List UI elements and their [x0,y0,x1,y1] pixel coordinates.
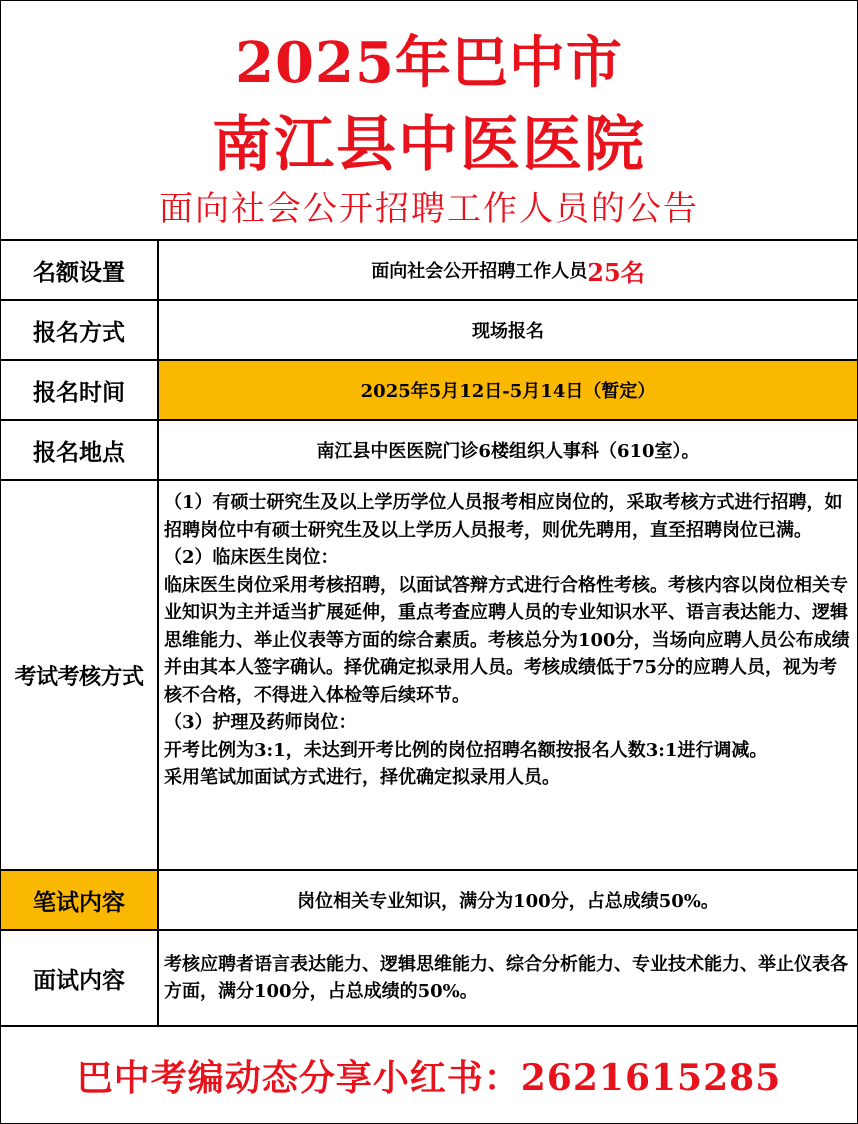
method-value: 现场报名 [472,321,544,342]
exam-paragraph-3: 临床医生岗位采用考核招聘，以面试答辩方式进行合格性考核。考核内容以岗位相关专业知识为主并适当扩展延伸，重点考查应聘人员的专业知识水平、语言表达能力、逻辑思维能力、举止仪表等方面的综合素质。考核总分为100分，当场向应聘人员公布成绩并由其本人签字确认。择优确定拟录用人员。考核成绩低于75分的应聘人员，视为考核不合格，不得进入体检等后续环节。 [164,574,850,706]
exam-paragraph-1: （1）有硕士研究生及以上学历学位人员报考相应岗位的，采取考核方式进行招聘，如招聘岗位中有硕士研究生及以上学历人员报考，则优先聘用，直至招聘岗位已满。 [164,492,843,541]
footer-contact: 巴中考编动态分享小红书：2621615285 [76,1056,782,1099]
time-value: 2025年5月12日-5月14日（暂定） [159,361,857,419]
row-location [1,421,857,481]
row-written [1,871,857,931]
written-label: 笔试内容 [1,871,159,929]
row-time [1,361,857,421]
exam-paragraph-6: 采用笔试加面试方式进行，择优确定拟录用人员。 [164,767,560,788]
method-label: 报名方式 [1,301,159,359]
exam-value [159,481,857,869]
row-method [1,301,857,361]
location-label: 报名地点 [1,421,159,479]
title-year-city: 2025年巴中市 [235,30,623,96]
interview-value [159,931,857,1025]
title-hospital: 南江县中医医院 [212,110,646,180]
interview-text: 考核应聘者语言表达能力、逻辑思维能力、综合分析能力、专业技术能力、举止仪表各方面，满分100分，占总成绩的50%。 [164,953,848,1002]
row-interview [1,931,857,1027]
interview-label: 面试内容 [1,931,159,1025]
exam-paragraph-5: 开考比例为3:1，未达到开考比例的岗位招聘名额按报名人数3:1进行调减。 [164,739,768,761]
quota-count: 25名 [587,257,645,287]
location-value: 南江县中医医院门诊6楼组织人事科（610室）。 [316,441,700,462]
written-value: 岗位相关专业知识，满分为100分，占总成绩50%。 [297,891,719,912]
exam-paragraph-2: （2）临床医生岗位： [164,547,339,568]
quota-label: 名额设置 [1,241,159,299]
title-subtitle: 面向社会公开招聘工作人员的公告 [159,189,699,229]
exam-label: 考试考核方式 [1,481,159,869]
quota-value [159,241,857,299]
quota-value-text: 面向社会公开招聘工作人员 [371,261,588,282]
row-quota [1,241,857,301]
row-exam [1,481,857,871]
time-label: 报名时间 [1,361,159,419]
exam-paragraph-4: （3）护理及药师岗位： [164,712,357,733]
title-block [1,1,857,241]
